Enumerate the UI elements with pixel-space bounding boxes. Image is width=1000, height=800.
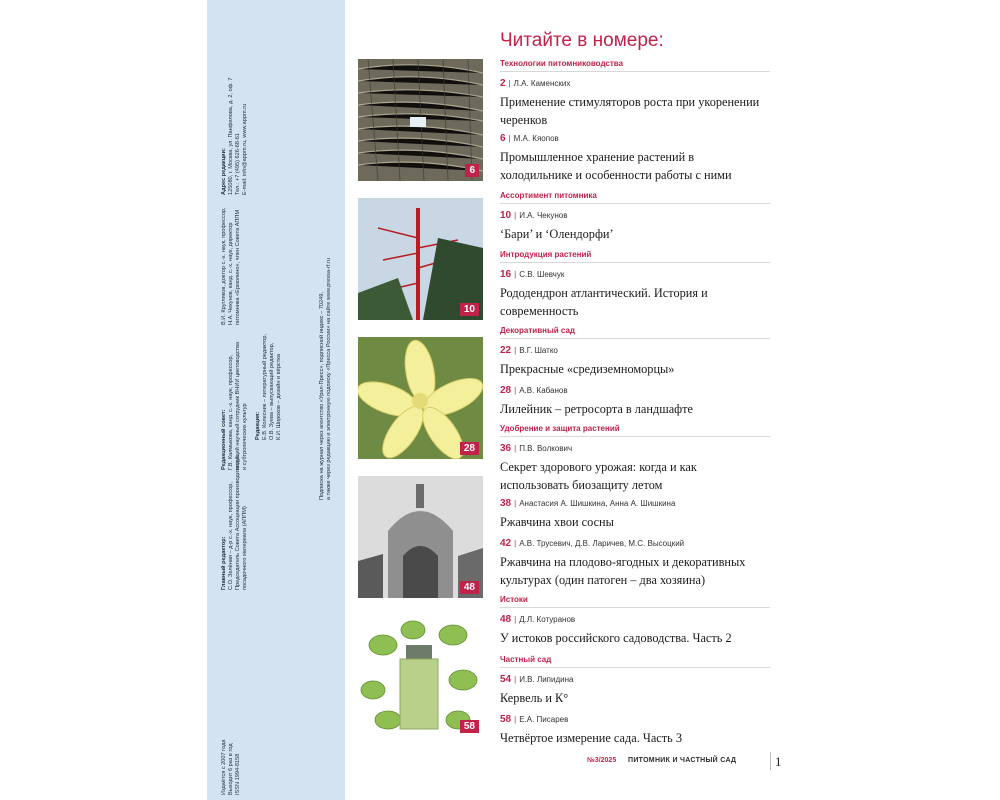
thumbnail-lily[interactable] [358,337,483,459]
imprint-sidebar [207,0,345,800]
section-divider [500,667,770,668]
entry-authors: И.В. Липидина [519,675,574,684]
section-divider [500,607,770,608]
imprint-print-info: Издаётся с 2007 года Выходит 6 раз в год ISSN 1994-8158 [221,739,241,795]
thumbnail-page-badge: 28 [460,442,479,455]
entry-authors: В.Г. Шатко [519,346,558,355]
entry-meta: 48 | Д.Л. Котуранов [500,614,576,625]
entry-meta: 42 | А.В. Трусевич, Д.В. Ларичев, М.С. Высоцкий [500,538,685,549]
entry-meta: 2 | Л.А. Каменских [500,78,571,89]
section-heading: Технологии питомниководства [500,59,624,68]
section-divider [500,71,770,72]
entry-authors: А.В. Трусевич, Д.В. Ларичев, М.С. Высоцкий [519,539,685,548]
entry-page[interactable]: 36 [500,443,512,454]
imprint-address: Адрес редакции: 125080, г. Москва, ул. Панфилова, д. 2, оф. 7 Тел.: +7 (495) 626-68-61 E-mail: info@appm.ru, www.appm.ru [221,77,248,195]
imprint-editorial-staff: Редакция: Е.В. Колесник – литературный редактор, О.В. Зуева – выпускающий редактор, К.И. Широков – дизайн и вёрстка [255,333,282,440]
footer-divider [770,752,771,770]
entry-authors: И.А. Чекунов [519,211,568,220]
entry-title[interactable]: Лилейник – ретросорта в ландшафте [500,402,693,416]
entry-authors: П.В. Волкович [519,444,573,453]
section-divider [500,262,770,263]
entry-page[interactable]: 42 [500,538,512,549]
entry-page[interactable]: 38 [500,498,512,509]
entry-page[interactable]: 2 [500,78,506,89]
entry-page[interactable]: 58 [500,714,512,725]
entry-title[interactable]: Кервель и К° [500,691,569,705]
footer-issue: №3/2025 [587,757,617,764]
section-heading: Ассортимент питомника [500,191,597,200]
imprint-editorial-council: Редакционный совет: Г.В. Калмыкова, канд. с.-х. наук, профессор, ведущий научный сотрудник ВНИИ цветоводства и субтропических культур [221,341,248,470]
section-heading: Удобрение и защита растений [500,424,620,433]
imprint-council-members: В.И. Кругляков, доктор с.-х. наук, профессор, Н.А. Чекунов, канд. с.-х. наук, директор питомника «Ермолино», член Совета АППМ [221,207,241,325]
entry-title[interactable]: Четвёртое измерение сада. Часть 3 [500,731,682,745]
entry-title[interactable]: Промышленное хранение растений в холодильнике и особенности работы с ними [500,150,732,182]
footer-magazine-name: ПИТОМНИК И ЧАСТНЫЙ САД [628,757,737,764]
entry-page[interactable]: 28 [500,385,512,396]
imprint-subscription: Подписка на журнал через агентство «Урал-Пресс», подписной индекс – 70249, а также через редакцию и электронную подписку «Пресса России» на сайте www.pressa-rf.ru [319,258,332,500]
section-heading: Частный сад [500,655,552,664]
entry-meta: 10 | И.А. Чекунов [500,210,568,221]
entry-title[interactable]: Секрет здорового урожая: когда и как использовать биозащиту летом [500,460,697,492]
entry-meta: 16 | С.В. Шевчук [500,269,565,280]
entry-page[interactable]: 22 [500,345,512,356]
entry-title[interactable]: Ржавчина хвои сосны [500,515,614,529]
entry-page[interactable]: 54 [500,674,512,685]
entry-authors: С.В. Шевчук [519,270,565,279]
entry-page[interactable]: 6 [500,133,506,144]
entry-title[interactable]: Ржавчина на плодово-ягодных и декоративных культурах (один патоген – два хозяина) [500,555,746,587]
entry-meta: 22 | В.Г. Шатко [500,345,558,356]
entry-meta: 6 | М.А. Кяопов [500,133,559,144]
section-divider [500,338,770,339]
entry-page[interactable]: 48 [500,614,512,625]
section-heading: Декоративный сад [500,326,575,335]
entry-meta: 36 | П.В. Волкович [500,443,573,454]
entry-authors: Д.Л. Котуранов [519,615,576,624]
thumbnail-cuttings[interactable] [358,59,483,181]
entry-meta: 38 | Анастасия А. Шишкина, Анна А. Шишкина [500,498,676,509]
entry-authors: А.В. Кабанов [519,386,568,395]
entry-authors: Е.А. Писарев [519,715,569,724]
entry-title[interactable]: Прекрасные «средиземноморцы» [500,362,675,376]
thumbnail-page-badge: 6 [465,164,479,177]
entry-title[interactable]: Применение стимуляторов роста при укоренении черенков [500,95,760,127]
imprint-chief-editor: Главный редактор: С.О. Зелёная – д-р с.-х. наук, профессор, Председатель Совета Ассоциации производителей посадочного материала (АППМ) [221,456,248,590]
entry-meta: 54 | И.В. Липидина [500,674,574,685]
toc-title: Читайте в номере: [500,30,664,51]
entry-title[interactable]: ‘Бари’ и ‘Олендорфи’ [500,227,614,241]
entry-title[interactable]: У истоков российского садоводства. Часть 2 [500,631,732,645]
entry-meta: 28 | А.В. Кабанов [500,385,568,396]
section-heading: Истоки [500,595,528,604]
entry-title[interactable]: Рододендрон атлантический. История и современность [500,286,708,318]
thumbnail-perfume[interactable] [358,615,483,737]
section-divider [500,436,770,437]
thumbnail-page-badge: 10 [460,303,479,316]
section-divider [500,203,770,204]
entry-authors: Анастасия А. Шишкина, Анна А. Шишкина [519,499,676,508]
entry-page[interactable]: 16 [500,269,512,280]
thumbnail-page-badge: 58 [460,720,479,733]
entry-authors: Л.А. Каменских [513,79,571,88]
thumbnail-conifer[interactable] [358,198,483,320]
entry-meta: 58 | Е.А. Писарев [500,714,569,725]
section-heading: Интродукция растений [500,250,592,259]
page-number: 1 [775,754,782,769]
entry-authors: М.А. Кяопов [513,134,559,143]
thumbnail-pavilion[interactable] [358,476,483,598]
entry-page[interactable]: 10 [500,210,512,221]
thumbnail-page-badge: 48 [460,581,479,594]
